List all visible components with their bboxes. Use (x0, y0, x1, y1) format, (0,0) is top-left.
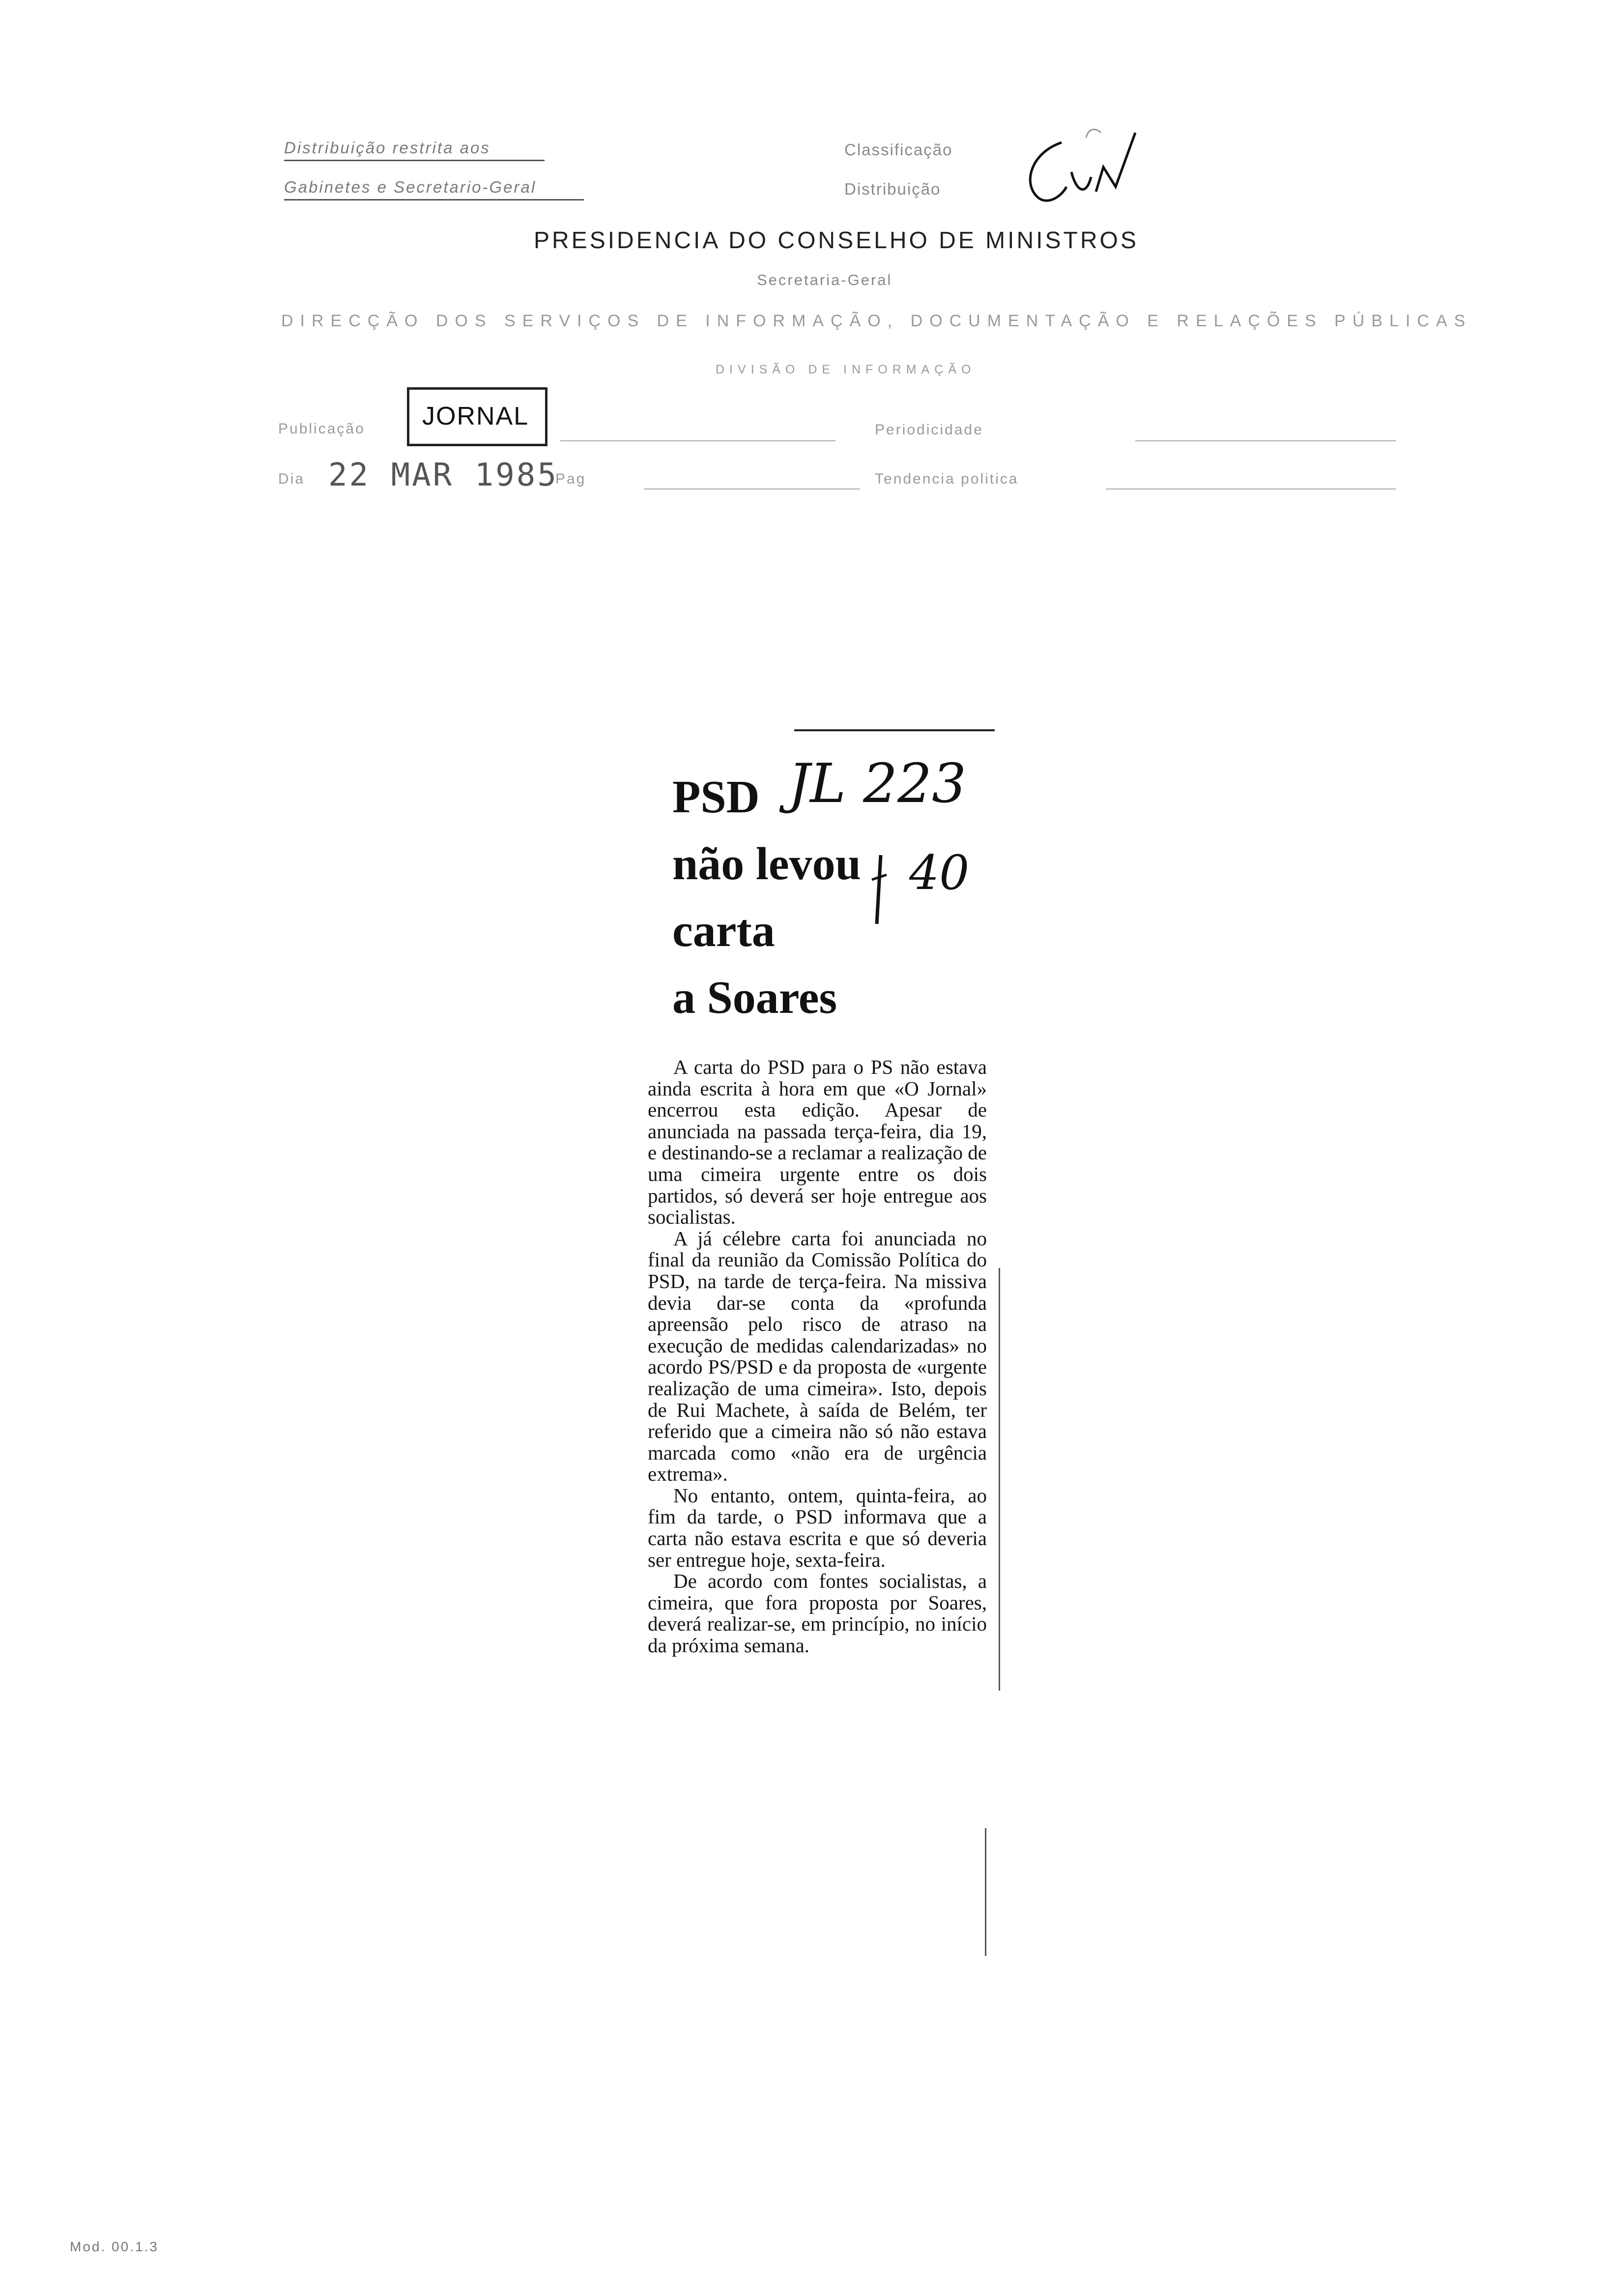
classification-label: Classificação (844, 141, 953, 159)
headline-line-3: carta (672, 905, 775, 956)
distribution-underline-2 (284, 199, 584, 201)
tendency-dashed-line (1106, 488, 1396, 489)
publication-value: JORNAL (422, 402, 529, 430)
publication-stamp (407, 387, 547, 446)
headline-line-4: a Soares (672, 972, 837, 1023)
article-paragraph-3: No entanto, ontem, quinta-feira, ao fim da tarde, o PSD informava que a carta não estava escrita e que só deveria ser entregue hoje, sexta-feira. (648, 1484, 987, 1571)
date-stamp: 22 MAR 1985 (328, 457, 558, 493)
organization-title: PRESIDENCIA DO CONSELHO DE MINISTROS (534, 228, 1139, 254)
distribution-underline-1 (284, 160, 545, 161)
distribution-restriction-line2: Gabinetes e Secretario-Geral (284, 178, 537, 196)
periodicity-dashed-line (1135, 440, 1396, 441)
headline-line-2: não levou (672, 838, 861, 890)
publication-dashed-line (560, 440, 835, 441)
form-model-number: Mod. 00.1.3 (70, 2239, 159, 2254)
handwritten-initials-mark (1003, 123, 1140, 216)
page-label: Pag (555, 471, 586, 487)
division-name: DIVISÃO DE INFORMAÇÃO (716, 363, 976, 376)
handwritten-reference-number: JL 223 (788, 752, 967, 815)
page-dashed-line (644, 488, 860, 489)
periodicity-label: Periodicidade (875, 422, 983, 438)
handwritten-stroke-mark (870, 850, 890, 929)
headline-line-1: PSD (672, 772, 760, 823)
distribution-restriction-line1: Distribuição restrita aos (284, 139, 490, 157)
political-tendency-label: Tendencia politica (875, 471, 1019, 487)
clipping-top-rule (794, 729, 995, 731)
sub-organization: Secretaria-Geral (757, 271, 892, 288)
publication-label: Publicação (278, 421, 365, 437)
article-paragraph-4: De acordo com fontes socialistas, a cimeira, que fora proposta por Soares, deverá realizar-se, em princípio, no início da próxima semana. (648, 1570, 987, 1657)
directorate-name: DIRECÇÃO DOS SERVIÇOS DE INFORMAÇÃO, DOCUMENTAÇÃO E RELAÇÕES PÚBLICAS (281, 312, 1472, 330)
article-body (648, 1057, 987, 1657)
day-label: Dia (278, 471, 305, 487)
article-paragraph-1: A carta do PSD para o PS não estava ainda escrita à hora em que «O Jornal» encerrou esta edição. Apesar de anunciada na passada terça-feira, dia 19, e destinando-se a reclamar a realização de uma cimeira urgente entre os dois partidos, só deverá ser hoje entregue aos socialistas. (648, 1056, 987, 1229)
distribution-label: Distribuição (844, 180, 941, 198)
article-paragraph-2: A já célebre carta foi anunciada no final da reunião da Comissão Política do PSD, na tarde de terça-feira. Na missiva devia dar-se conta da «profunda apreensão pelo risco de atraso na execução de medidas calendarizadas» no acordo PS/PSD e da proposta de «urgente realização de uma cimeira». Isto, depois de Rui Machete, à saída de Belém, ter referido que a cimeira não só não estava marcada como «não era de urgência extrema». (648, 1227, 987, 1486)
column-rule-lower (985, 1828, 986, 1956)
handwritten-page-number: 40 (909, 845, 970, 900)
column-rule-upper (999, 1268, 1000, 1691)
